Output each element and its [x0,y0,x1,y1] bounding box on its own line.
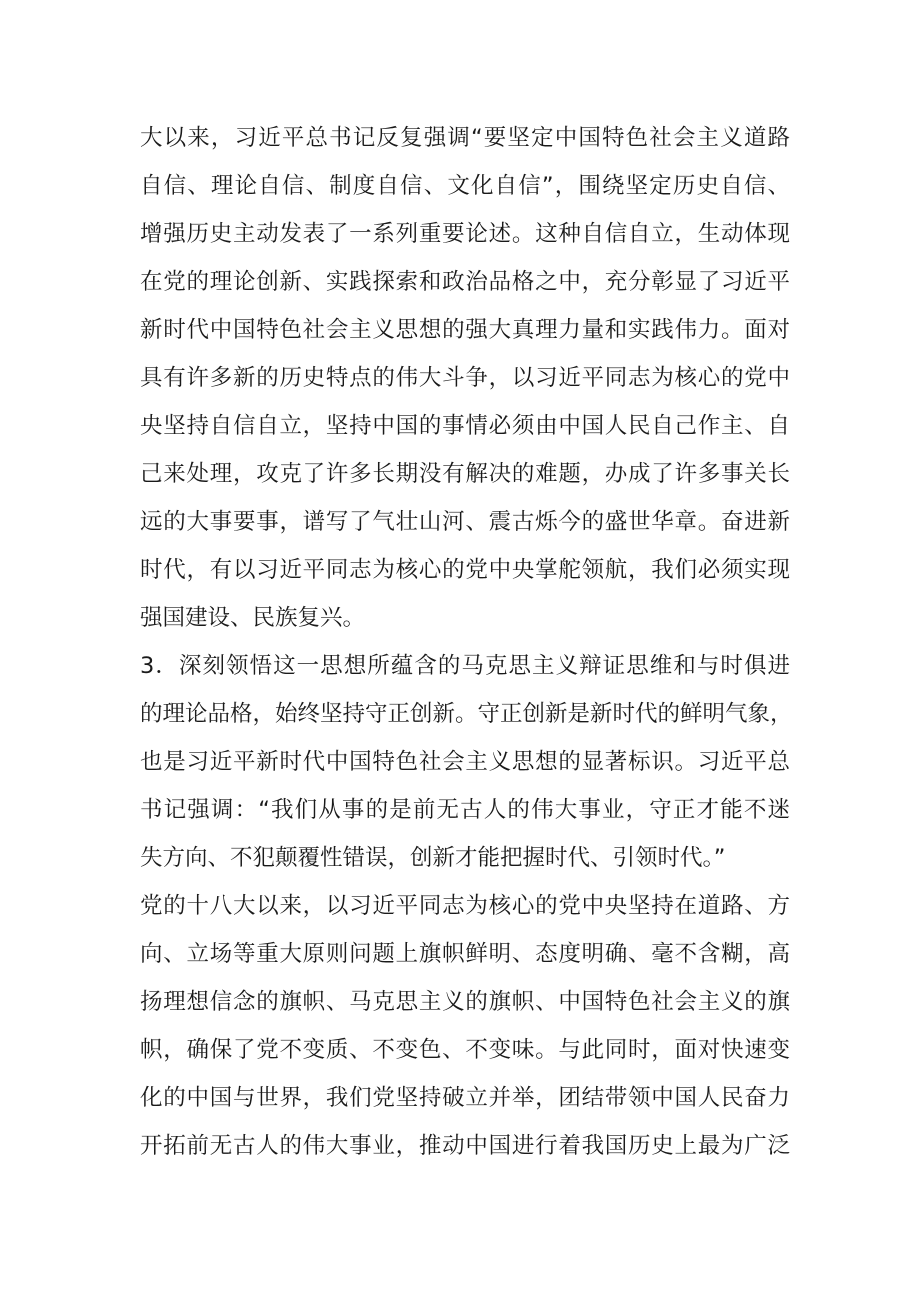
text-line: 自信、理论自信、制度自信、文化自信”，围绕坚定历史自信、 [140,173,790,199]
text-line: 开拓前无古人的伟大事业，推动中国进行着我国历史上最为广泛 [140,1133,790,1159]
text-line: 也是习近平新时代中国特色社会主义思想的显著标识。习近平总 [140,749,790,775]
text-line: 增强历史主动发表了一系列重要论述。这种自信自立，生动体现 [140,221,790,247]
text-line: 扬理想信念的旗帜、马克思主义的旗帜、中国特色社会主义的旗 [140,989,790,1015]
text-line: 大以来，习近平总书记反复强调“要坚定中国特色社会主义道路 [140,125,790,151]
text-line: 的理论品格，始终坚持守正创新。守正创新是新时代的鲜明气象， [140,701,793,727]
text-line: 具有许多新的历史特点的伟大斗争，以习近平同志为核心的党中 [140,365,790,391]
text-line: 向、立场等重大原则问题上旗帜鲜明、态度明确、毫不含糊，高 [140,941,790,967]
text-line: 强国建设、民族复兴。 [140,605,366,631]
text-line: 帜，确保了党不变质、不变色、不变味。与此同时，面对快速变 [140,1037,790,1063]
text-line: 新时代中国特色社会主义思想的强大真理力量和实践伟力。面对 [140,317,790,343]
text-line: 己来处理，攻克了许多长期没有解决的难题，办成了许多事关长 [140,461,790,487]
text-line: 时代，有以习近平同志为核心的党中央掌舵领航，我们必须实现 [140,557,790,583]
text-line: 党的十八大以来，以习近平同志为核心的党中央坚持在道路、方 [140,893,790,919]
text-line: 3．深刻领悟这一思想所蕴含的马克思主义辩证思维和与时俱进 [140,653,790,679]
text-line: 在党的理论创新、实践探索和政治品格之中，充分彰显了习近平 [140,269,790,295]
text-line: 化的中国与世界，我们党坚持破立并举，团结带领中国人民奋力 [140,1085,790,1111]
text-line: 央坚持自信自立，坚持中国的事情必须由中国人民自己作主、自 [140,413,790,439]
text-line: 书记强调：“我们从事的是前无古人的伟大事业，守正才能不迷 [140,797,790,823]
text-line: 远的大事要事，谱写了气壮山河、震古烁今的盛世华章。奋进新 [140,509,790,535]
text-line: 失方向、不犯颠覆性错误，创新才能把握时代、引领时代。” [140,845,726,871]
